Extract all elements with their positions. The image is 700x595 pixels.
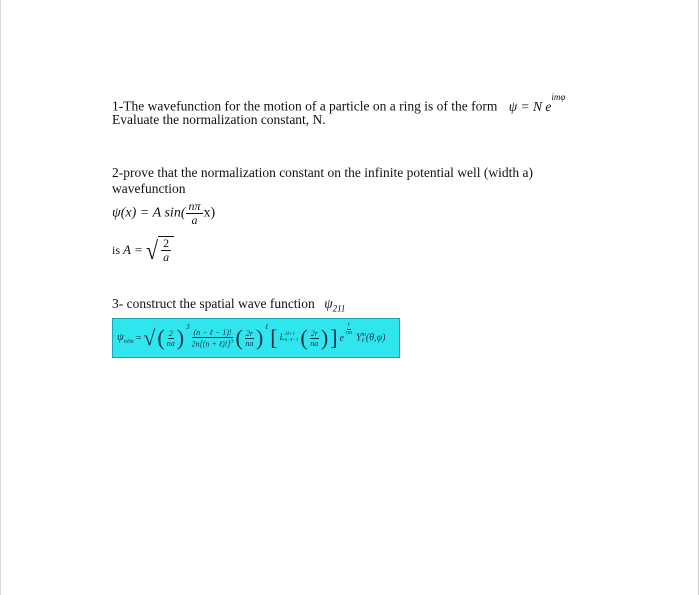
q1-exponent: imφ	[551, 92, 566, 102]
formula-laguerre-indices	[285, 332, 299, 344]
q2-wavefunction-equation	[112, 200, 215, 227]
formula-f2-pow: 3	[230, 338, 234, 345]
q2-frac-den: a	[191, 213, 198, 227]
q2-sqrt-body	[158, 236, 174, 266]
q1-psi: ψ	[508, 98, 518, 114]
right-paren-icon: )	[176, 325, 185, 350]
formula-exp-base: e	[339, 332, 344, 344]
left-paren-icon: (	[235, 325, 243, 350]
formula-laguerre-L: L	[279, 332, 285, 343]
formula-Y: Y	[355, 332, 362, 344]
formula-Y-sub: ℓ	[361, 338, 365, 344]
q2-frac-num: nπ	[188, 199, 201, 213]
q3-line1	[112, 295, 345, 318]
page-edge-right	[698, 0, 699, 595]
q2-sqrt	[146, 236, 174, 266]
formula-equals: =	[135, 332, 142, 344]
left-paren-icon: (	[157, 325, 165, 350]
q2-sqrt-fraction	[161, 237, 171, 264]
q3-subscript: 211	[332, 303, 346, 314]
formula-psi-symbol: ψ	[117, 330, 124, 343]
formula-psi	[117, 331, 134, 345]
hydrogen-wavefunction-formula	[112, 318, 400, 358]
q3-psi-symbol	[324, 296, 346, 314]
formula-f3-den: na	[245, 338, 254, 348]
formula-f4-num: 2r	[310, 328, 318, 338]
q2-fraction	[186, 200, 202, 227]
formula-Y-sup: m	[361, 332, 366, 338]
formula-factorial-fraction	[192, 328, 234, 349]
formula-spherical-harmonic	[356, 332, 386, 344]
sqrt-icon: √	[146, 236, 159, 265]
sqrt-icon: √	[143, 325, 156, 350]
page-edge-left	[0, 0, 1, 595]
q2-is-label: is	[112, 242, 121, 257]
formula-frac-2-na	[167, 329, 175, 348]
q1-line2: Evaluate the normalization constant, N.	[112, 112, 326, 127]
left-paren-icon: (	[300, 325, 308, 350]
formula-lag-sub: n−ℓ−1	[284, 338, 299, 343]
formula-f1-num: 2	[168, 328, 173, 338]
right-paren-icon: )	[320, 325, 329, 350]
formula-psi-sub: nℓm	[123, 339, 134, 346]
formula-f4-den: na	[310, 338, 319, 348]
q2-sqrt-num: 2	[163, 236, 170, 250]
formula-lag-sup: 2ℓ+1	[284, 332, 296, 337]
left-bracket-icon: [	[270, 325, 278, 350]
q3-psi: ψ	[324, 296, 333, 311]
formula-exp-num: r	[347, 322, 351, 328]
formula-frac-2r-na	[245, 329, 254, 348]
formula-frac-2r-na-2	[310, 329, 319, 348]
formula-f1-den: na	[166, 338, 175, 348]
formula-pow-l: ℓ	[265, 323, 269, 331]
formula-f2-num: (n − ℓ − 1)!	[193, 327, 232, 337]
q2-normalization-result	[112, 236, 174, 266]
q2-eq-right: x)	[203, 205, 216, 221]
formula-f2-den-wrap	[192, 338, 234, 349]
q2-A-eq: A =	[123, 241, 143, 257]
q2-sqrt-den: a	[163, 250, 170, 264]
formula-Y-args: (θ,φ)	[365, 332, 386, 344]
q2-line2: wavefunction	[112, 181, 186, 196]
q2-line1: 2-prove that the normalization constant on the infinite potential well (width a)	[112, 165, 534, 180]
q1-text: 1-The wavefunction for the motion of a particle on a ring is of the form	[112, 98, 498, 114]
q3-text: 3- construct the spatial wave function	[112, 296, 315, 311]
formula-pow3: 3	[186, 323, 190, 331]
right-paren-icon: )	[255, 325, 264, 350]
q2-eq-left: ψ(x) = A sin(	[112, 205, 186, 221]
formula-laguerre	[280, 332, 299, 344]
q1-eq: = N e	[520, 98, 552, 114]
formula-f3-num: 2r	[245, 328, 253, 338]
formula-exp-den: na	[345, 330, 352, 336]
formula-exponent-fraction	[346, 322, 352, 337]
right-bracket-icon: ]	[330, 325, 338, 350]
formula-f2-den: 2n[(n + ℓ)!]	[191, 339, 231, 349]
